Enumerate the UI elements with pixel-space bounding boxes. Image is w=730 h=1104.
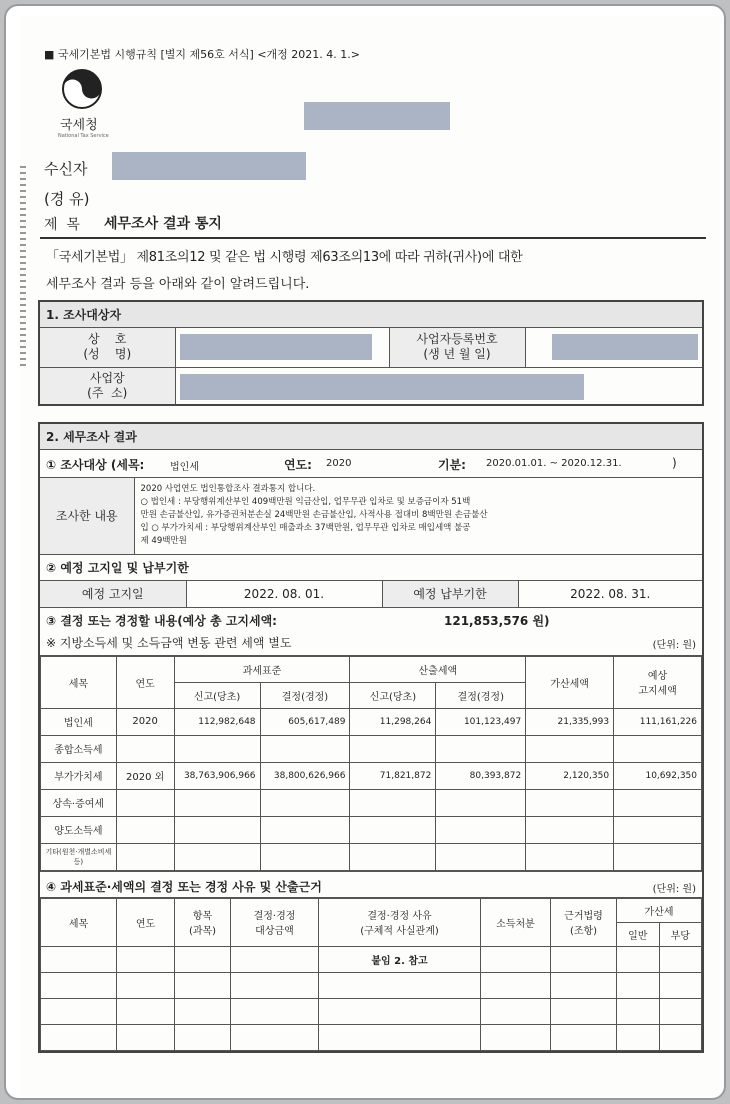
dh-penalty: 가산세액 xyxy=(526,656,614,708)
decision-cell-year xyxy=(116,735,174,762)
decision-cell-calc-decided xyxy=(436,816,526,843)
target-row xyxy=(39,449,703,477)
content-line-2: ○ 법인세 : 부당행위계산부인 409백만원 익금산입, 업무무관 입차로 및 보증금이자 51백 xyxy=(140,497,471,507)
decision-cell-calc-report xyxy=(350,789,436,816)
content-line-1: 2020 사업연도 법인통합조사 결과통지 합니다. xyxy=(140,484,316,494)
gh-entry-line2: (과목) xyxy=(188,926,217,937)
decision-cell-base-decided: 38,800,626,966 xyxy=(260,762,350,789)
notice-document xyxy=(20,16,720,1096)
decision-row xyxy=(41,735,702,762)
gh-reason-line2: (구체적 사실관계) xyxy=(360,926,439,937)
decision-cell-base-report xyxy=(174,816,260,843)
grounds-title: ④ 과세표준·세액의 결정 또는 경정 사유 및 산출근거 xyxy=(46,879,322,894)
notice-date-label: 예정 고지일 xyxy=(40,581,186,607)
gh-income: 소득처분 xyxy=(481,898,551,946)
gh-general: 일반 xyxy=(617,922,660,946)
taegeuk-emblem-icon xyxy=(54,68,110,110)
grounds-header xyxy=(39,871,703,897)
gh-reason xyxy=(319,898,481,946)
decision-table-cell xyxy=(39,655,703,871)
decision-cell-calc-decided xyxy=(436,735,526,762)
g-cell xyxy=(551,946,617,972)
decision-cell-calc-report: 71,821,872 xyxy=(350,762,436,789)
section1-title: 1. 조사대상자 xyxy=(39,301,703,327)
decision-cell-penalty: 2,120,350 xyxy=(526,762,614,789)
decision-cell-year xyxy=(116,843,174,870)
intro-line-2: 세무조사 결과 등을 아래와 같이 알려드립니다. xyxy=(46,277,310,292)
target-year-label: 연도: xyxy=(284,457,312,472)
g-cell xyxy=(117,946,175,972)
addr-label-line2: (주 소) xyxy=(87,385,128,400)
gh-amount-line1: 결정·경정 xyxy=(253,911,296,922)
g-cell xyxy=(481,946,551,972)
content-text xyxy=(134,478,702,554)
gh-entry xyxy=(175,898,231,946)
decision-unit: (단위: 원) xyxy=(652,639,696,651)
dh-calc: 산출세액 xyxy=(350,656,526,682)
decision-cell-expected xyxy=(614,843,702,870)
dh-base-decided: 결정(경정) xyxy=(260,682,350,708)
recipient-label: 수신자 xyxy=(44,160,88,178)
gh-law-line1: 근거법령 xyxy=(564,911,603,922)
dh-base-report: 신고(당초) xyxy=(174,682,260,708)
decision-cell-calc-report xyxy=(350,843,436,870)
addr-value xyxy=(175,367,703,405)
decision-row xyxy=(41,762,702,789)
g-cell xyxy=(659,946,702,972)
grounds-empty-row xyxy=(41,998,702,1024)
gh-amount-line2: 대상금액 xyxy=(255,926,294,937)
decision-cell-expected: 10,692,350 xyxy=(614,762,702,789)
content-line-3: 만원 손금불산입, 유가증권처분손실 24백만원 손금불산입, 사적사용 접대비 8백만원 손금불산 xyxy=(140,510,488,520)
notice-due: 2022. 08. 31. xyxy=(570,586,651,601)
target-year: 2020 xyxy=(326,457,352,469)
gh-entry-line1: 항목 xyxy=(192,911,213,922)
gh-law xyxy=(551,898,617,946)
decision-cell-year: 2020 xyxy=(116,708,174,735)
subject-divider xyxy=(40,237,706,239)
decision-row xyxy=(41,843,702,870)
section-subject xyxy=(38,300,704,406)
reg-label xyxy=(389,327,525,367)
decision-cell-base-decided xyxy=(260,843,350,870)
subject-title: 세무조사 결과 통지 xyxy=(104,216,222,232)
decision-cell-item: 부가가치세 xyxy=(41,762,117,789)
dh-expected-line1: 예상 xyxy=(647,671,668,682)
grounds-table xyxy=(40,898,702,1051)
g-cell xyxy=(231,946,319,972)
decision-cell-item: 양도소득세 xyxy=(41,816,117,843)
gh-unfair: 부당 xyxy=(659,922,702,946)
decision-cell-expected xyxy=(614,816,702,843)
decision-cell-base-decided: 605,617,489 xyxy=(260,708,350,735)
decision-cell-calc-decided xyxy=(436,843,526,870)
notice-row xyxy=(39,580,703,607)
decision-table xyxy=(40,656,702,871)
decision-cell-expected xyxy=(614,789,702,816)
gh-law-line2: (조항) xyxy=(569,926,598,937)
decision-cell-year xyxy=(116,816,174,843)
dh-expected xyxy=(614,656,702,708)
name-label xyxy=(39,327,175,367)
target-tax-item: 법인세 xyxy=(170,461,199,473)
decision-cell-calc-report xyxy=(350,735,436,762)
dh-base: 과세표준 xyxy=(174,656,350,682)
decision-cell-penalty xyxy=(526,735,614,762)
decision-cell-calc-decided xyxy=(436,789,526,816)
target-close: ) xyxy=(672,455,677,470)
decision-cell-item: 법인세 xyxy=(41,708,117,735)
decision-cell-penalty: 21,335,993 xyxy=(526,708,614,735)
agency-subtitle: National Tax Service xyxy=(58,133,109,139)
decision-cell-base-decided xyxy=(260,816,350,843)
redacted-address xyxy=(180,374,584,400)
section-result xyxy=(38,422,704,1053)
decision-cell-item: 기타(원천·개별소비세 등) xyxy=(41,843,117,870)
grounds-empty-row xyxy=(41,1024,702,1050)
content-line-4: 입 ○ 부가가치세 : 부당행위계산부인 매출과소 37백만원, 업무무관 입차로 매입세액 불공 xyxy=(140,523,471,533)
dh-tax-item: 세목 xyxy=(41,656,117,708)
g-cell xyxy=(175,946,231,972)
gh-item: 세목 xyxy=(41,898,117,946)
content-label: 조사한 내용 xyxy=(40,478,134,554)
decision-cell-penalty xyxy=(526,843,614,870)
intro-line-1: 「국세기본법」 제81조의12 및 같은 법 시행령 제63조의13에 따라 귀하(귀사)에 대한 xyxy=(46,250,523,265)
decision-cell-expected: 111,161,226 xyxy=(614,708,702,735)
decision-cell-calc-decided: 80,393,872 xyxy=(436,762,526,789)
dh-calc-decided: 결정(경정) xyxy=(436,682,526,708)
decision-cell-calc-report xyxy=(350,816,436,843)
decision-cell-item: 상속·증여세 xyxy=(41,789,117,816)
decision-cell-year: 2020 외 xyxy=(116,762,174,789)
notice-date: 2022. 08. 01. xyxy=(186,581,382,607)
agency-logo xyxy=(54,68,124,139)
g-cell xyxy=(41,946,117,972)
document-frame xyxy=(4,4,726,1100)
decision-row xyxy=(41,816,702,843)
form-caption: ■ 국세기본법 시행규칙 [별지 제56호 서식] <개정 2021. 4. 1.> xyxy=(44,48,360,61)
decision-cell-base-report xyxy=(174,789,260,816)
decision-cell-item: 종합소득세 xyxy=(41,735,117,762)
name-label-line1: 상 호 xyxy=(88,332,127,346)
decision-cell-base-report xyxy=(174,843,260,870)
decision-header xyxy=(39,607,703,655)
name-label-line2: (성 명) xyxy=(83,347,132,361)
decision-cell-base-report: 112,982,648 xyxy=(174,708,260,735)
grounds-attachment: 붙임 2. 참고 xyxy=(319,946,481,972)
decision-total: 121,853,576 원) xyxy=(444,613,550,628)
decision-rows xyxy=(41,708,702,870)
gh-amount xyxy=(231,898,319,946)
target-period: 2020.01.01. ~ 2020.12.31. xyxy=(486,457,622,469)
notice-title: ② 예정 고지일 및 납부기한 xyxy=(39,554,703,580)
dh-year: 연도 xyxy=(116,656,174,708)
grounds-empty-row xyxy=(41,972,702,998)
redacted-reg-number xyxy=(552,334,698,360)
reg-label-line2: (생 년 월 일) xyxy=(423,347,491,361)
grounds-unit: (단위: 원) xyxy=(652,883,696,895)
gh-year: 연도 xyxy=(117,898,175,946)
redacted-office xyxy=(304,102,450,130)
decision-cell-penalty xyxy=(526,816,614,843)
decision-cell-expected xyxy=(614,735,702,762)
content-line-5: 제 49백만원 xyxy=(140,536,187,546)
content-row xyxy=(39,477,703,554)
decision-cell-base-decided xyxy=(260,789,350,816)
g-cell xyxy=(617,946,660,972)
decision-cell-calc-report: 11,298,264 xyxy=(350,708,436,735)
via-label: (경 유) xyxy=(44,190,90,208)
redacted-recipient xyxy=(112,152,306,180)
subject-label: 제 목 xyxy=(44,217,80,233)
addr-label-line1: 사업장 xyxy=(89,370,125,385)
scan-edge xyxy=(20,166,26,366)
decision-cell-penalty xyxy=(526,789,614,816)
decision-cell-base-decided xyxy=(260,735,350,762)
decision-cell-year xyxy=(116,789,174,816)
decision-cell-calc-decided: 101,123,497 xyxy=(436,708,526,735)
dh-calc-report: 신고(당초) xyxy=(350,682,436,708)
decision-note: ※ 지방소득세 및 소득금액 변동 관련 세액 별도 xyxy=(46,635,292,650)
decision-cell-base-report xyxy=(174,735,260,762)
dh-expected-line2: 고지세액 xyxy=(638,686,677,697)
notice-due-label: 예정 납부기한 xyxy=(382,581,518,607)
addr-label xyxy=(39,367,175,405)
reg-value xyxy=(525,327,703,367)
decision-row xyxy=(41,789,702,816)
decision-cell-base-report: 38,763,906,966 xyxy=(174,762,260,789)
reg-label-line1: 사업자등록번호 xyxy=(416,332,498,346)
gh-penalty: 가산세 xyxy=(617,898,702,922)
decision-title: ③ 결정 또는 경정할 내용(예상 총 고지세액: xyxy=(46,613,277,628)
agency-name: 국세청 xyxy=(60,118,98,133)
target-period-label: 기분: xyxy=(438,457,466,472)
section2-title: 2. 세무조사 결과 xyxy=(39,423,703,449)
target-label: ① 조사대상 (세목: xyxy=(46,457,145,472)
redacted-name xyxy=(180,334,372,360)
name-value xyxy=(175,327,389,367)
gh-reason-line1: 결정·경정 사유 xyxy=(367,911,432,922)
decision-row xyxy=(41,708,702,735)
grounds-table-cell xyxy=(39,897,703,1052)
